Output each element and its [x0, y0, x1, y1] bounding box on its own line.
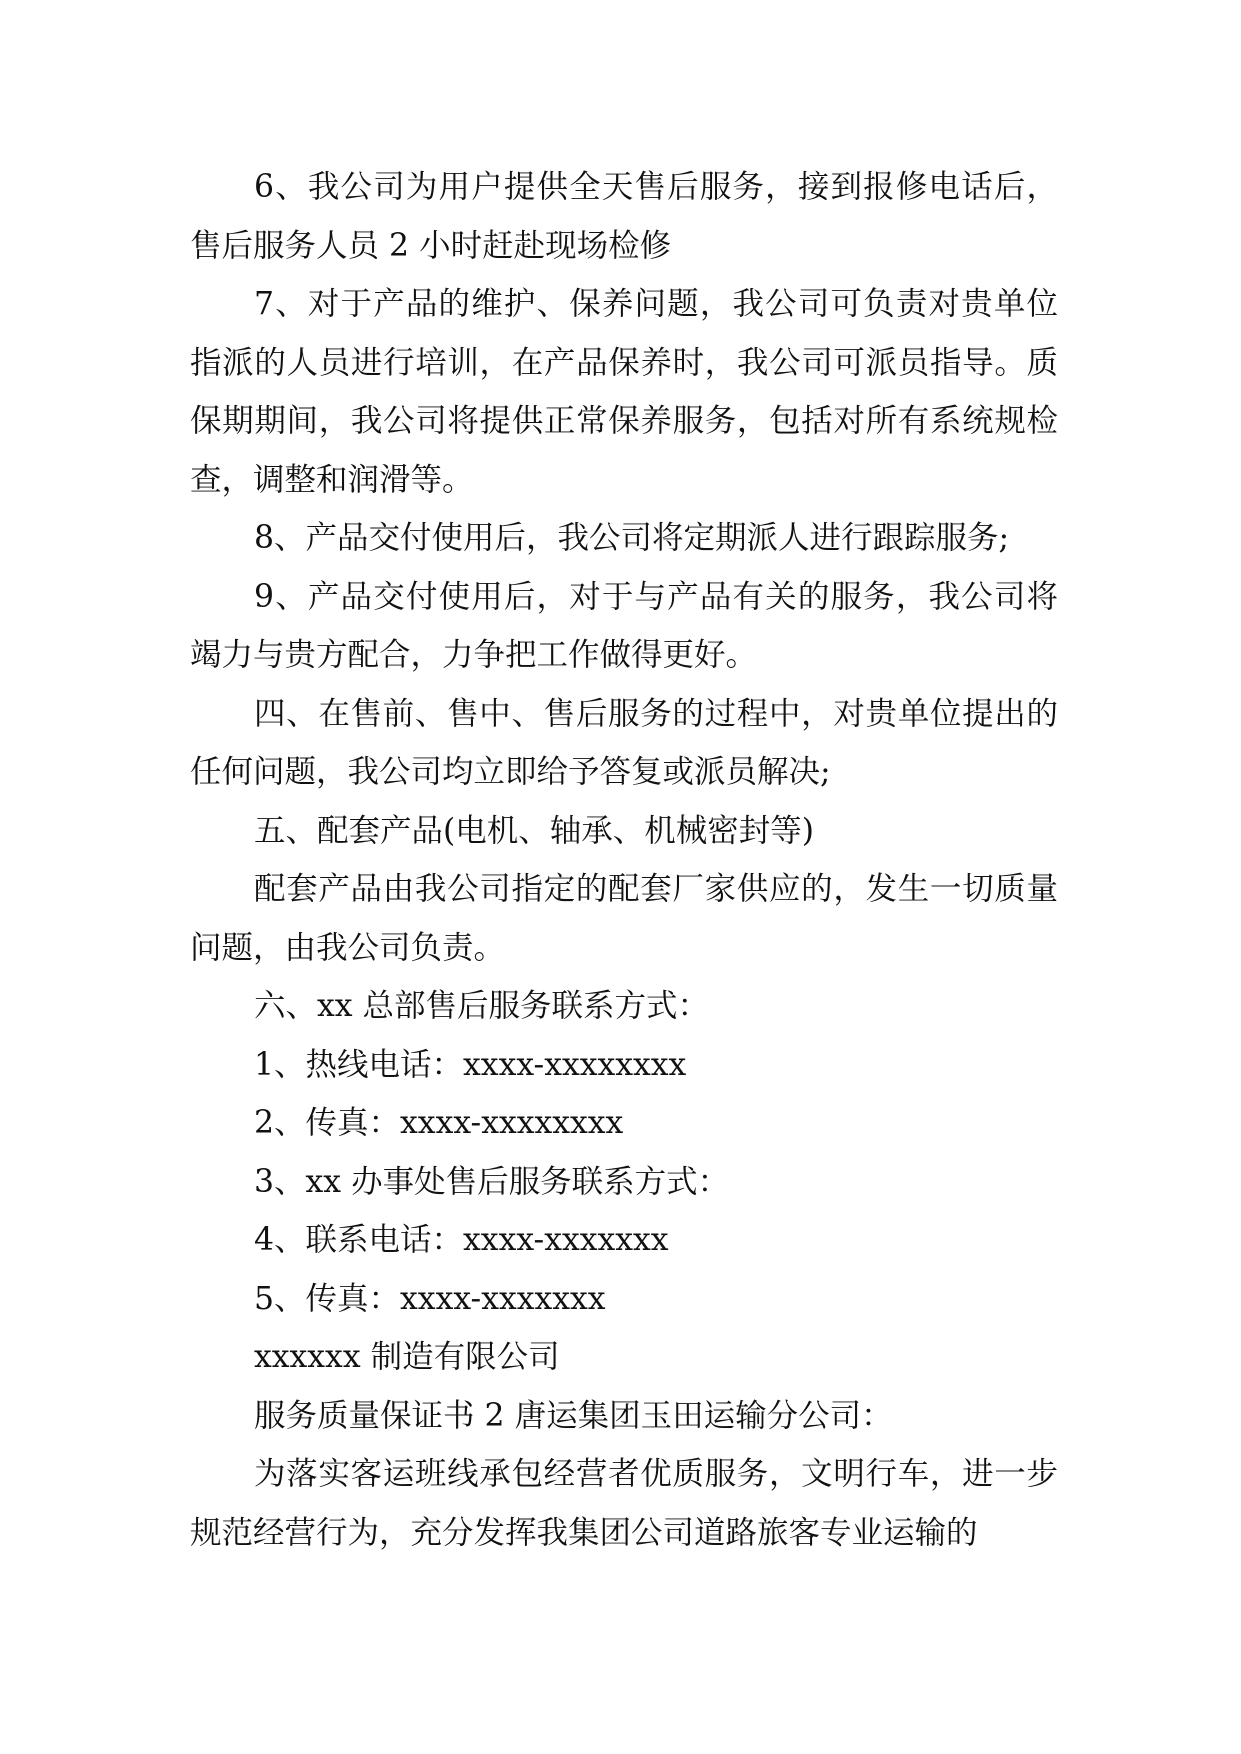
- contact-office-fax: 5、传真：xxxx-xxxxxxx: [254, 1280, 606, 1317]
- paragraph-section-5-heading: 五、配套产品(电机、轴承、机械密封等): [254, 812, 815, 849]
- document-page: [190, 158, 1058, 1562]
- second-letter-body: 为落实客运班线承包经营者优质服务，文明行车，进一步规范经营行为，充分发挥我集团公司道路旅客专业运输的: [190, 1456, 1058, 1551]
- paragraph-service-item-6: 6、我公司为用户提供全天售后服务，接到报修电话后，售后服务人员 2 小时赶赴现场检修: [190, 169, 1058, 264]
- contact-fax-hq: 2、传真：xxxx-xxxxxxxx: [254, 1105, 624, 1141]
- second-letter-heading: 服务质量保证书 2 唐运集团玉田运输分公司：: [254, 1397, 893, 1434]
- contact-hotline: 1、热线电话：xxxx-xxxxxxxx: [254, 1046, 687, 1083]
- paragraph-section-5-body: 配套产品由我公司指定的配套厂家供应的，发生一切质量问题，由我公司负责。: [190, 871, 1058, 966]
- contact-office-phone: 4、联系电话：xxxx-xxxxxxx: [254, 1222, 669, 1258]
- paragraph-service-item-8: 8、产品交付使用后，我公司将定期派人进行跟踪服务;: [254, 520, 1010, 556]
- contact-office-heading: 3、xx 办事处售后服务联系方式：: [254, 1163, 730, 1200]
- paragraph-section-6-heading: 六、xx 总部售后服务联系方式：: [254, 988, 710, 1024]
- paragraph-service-item-7: 7、对于产品的维护、保养问题，我公司可负责对贵单位指派的人员进行培训，在产品保养时，我公司可派员指导。质保期期间，我公司将提供正常保养服务，包括对所有系统规检查，调整和润滑等。: [190, 286, 1058, 498]
- paragraph-service-item-9: 9、产品交付使用后，对于与产品有关的服务，我公司将竭力与贵方配合，力争把工作做得更好。: [190, 578, 1058, 673]
- company-signature: xxxxxx 制造有限公司: [254, 1339, 560, 1375]
- paragraph-section-4: 四、在售前、售中、售后服务的过程中，对贵单位提出的任何问题，我公司均立即给予答复或派员解决;: [190, 695, 1058, 790]
